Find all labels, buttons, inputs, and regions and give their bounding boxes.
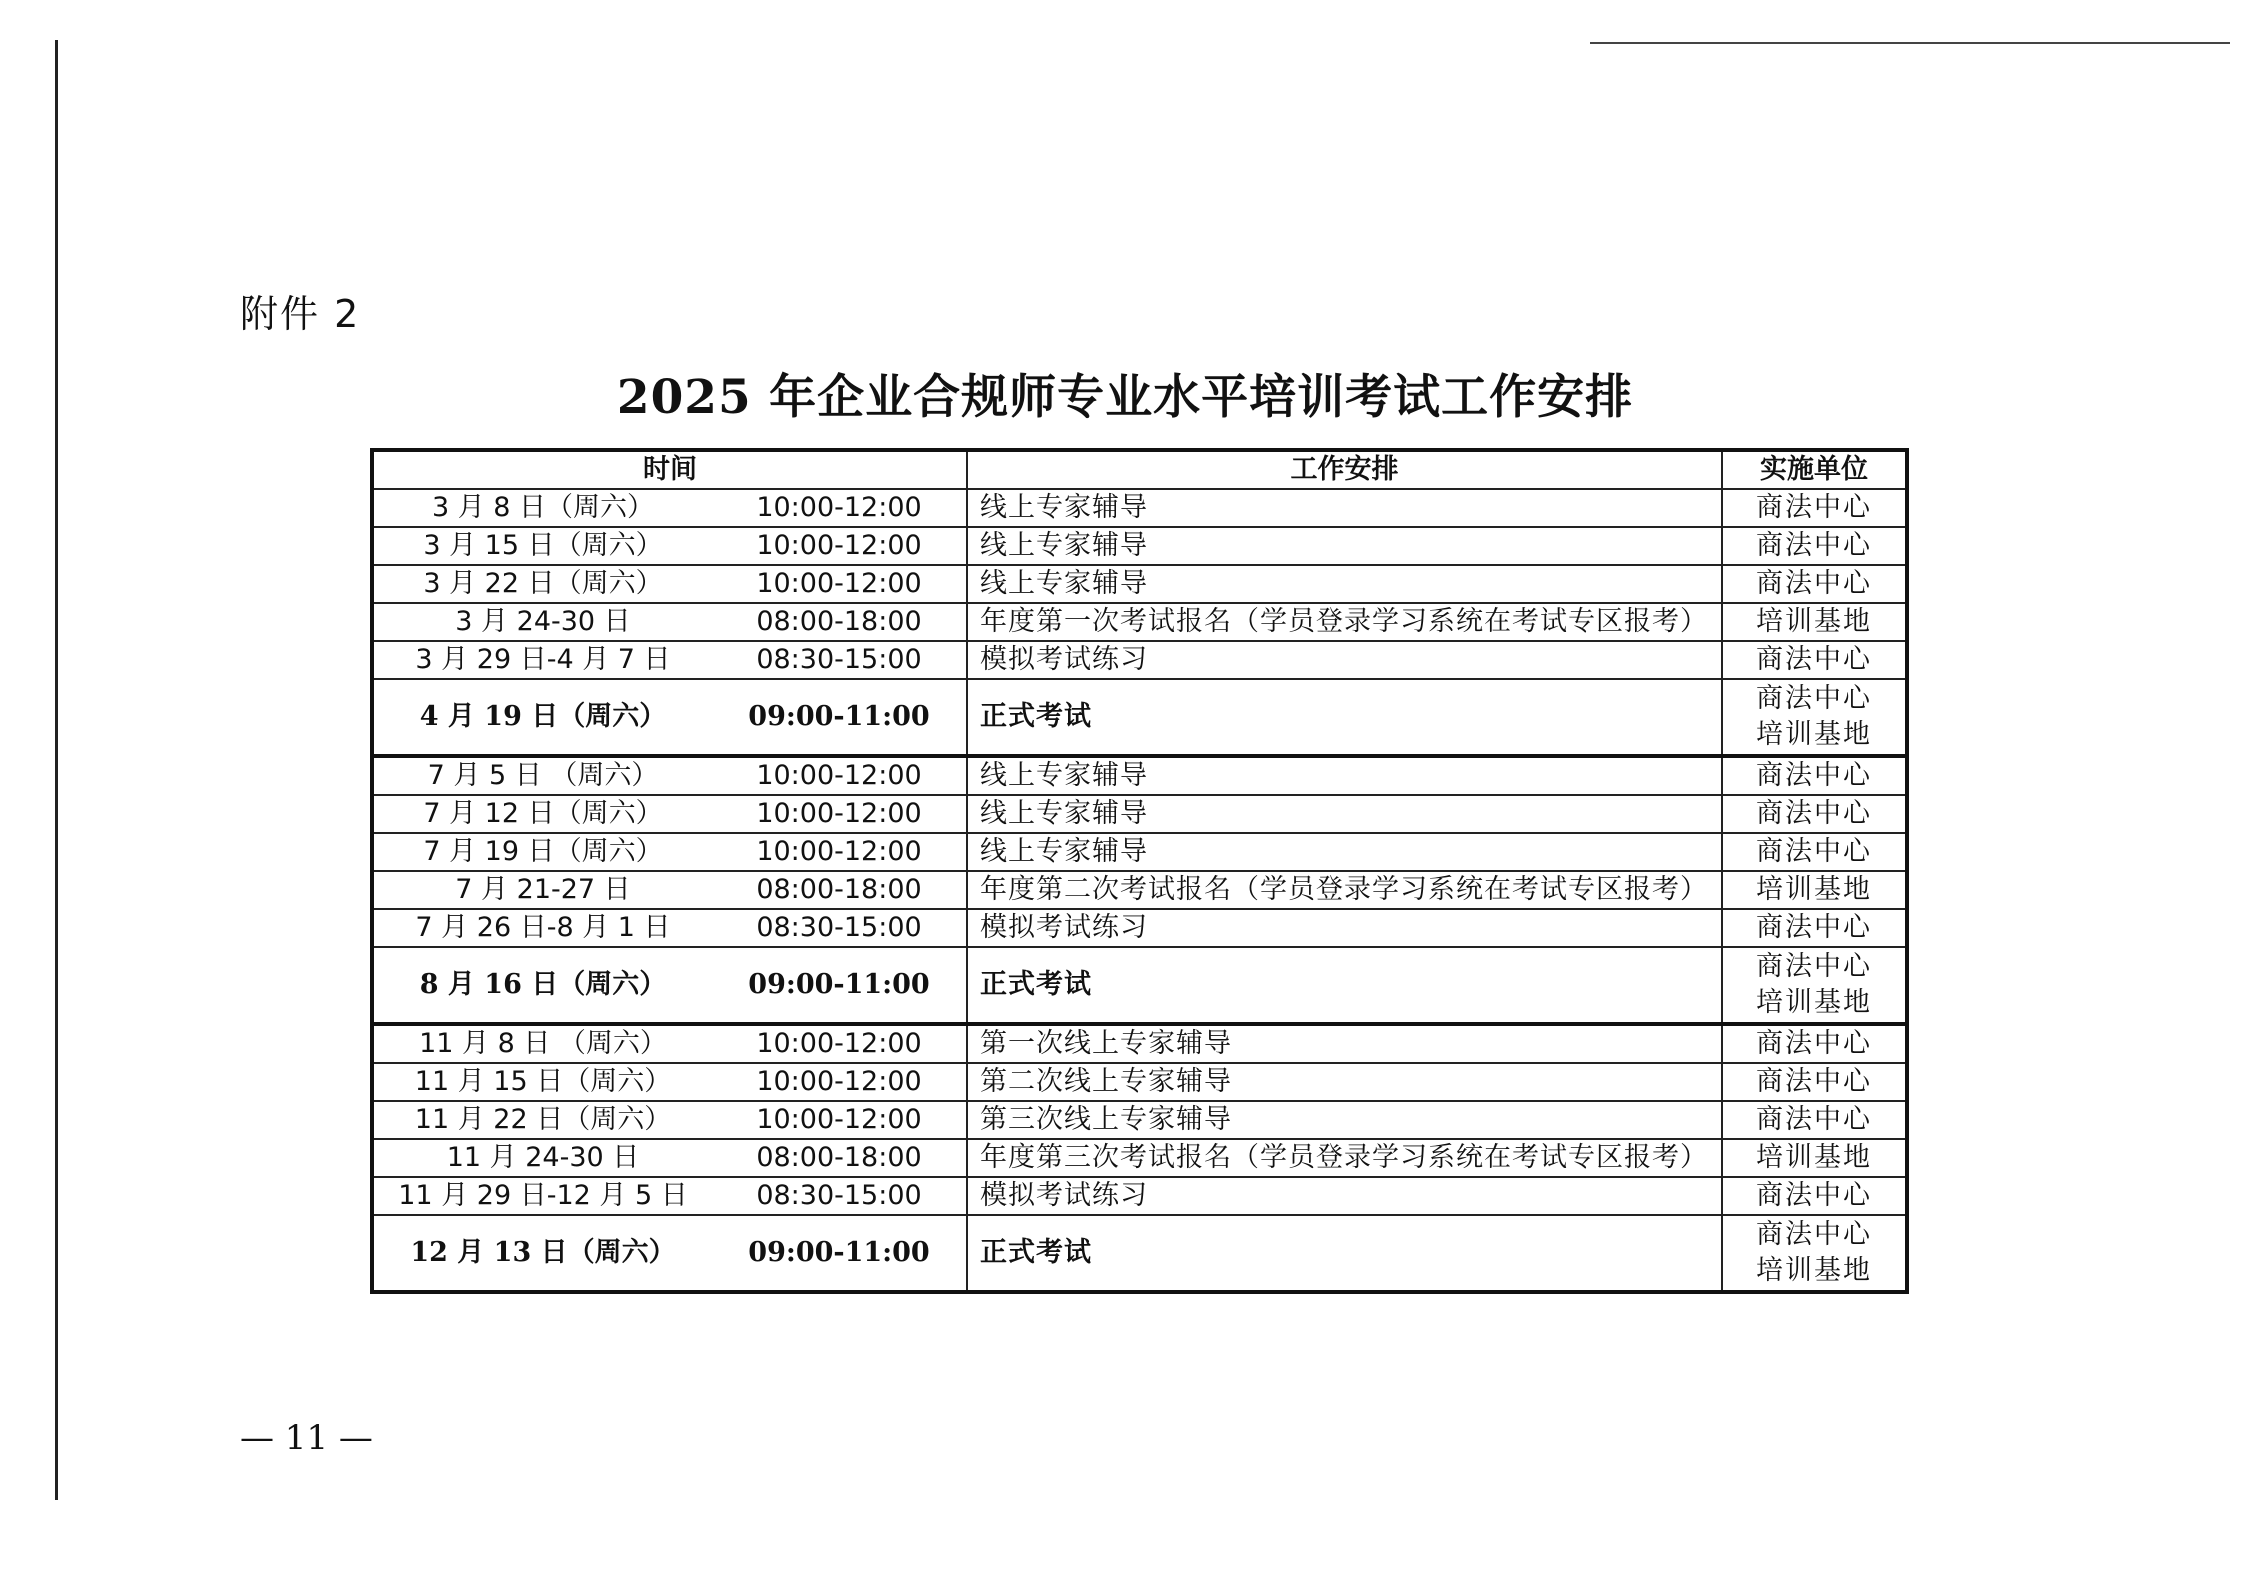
attachment-label: 附件 2	[240, 292, 361, 336]
row-task: 年度第三次考试报名（学员登录学习系统在考试专区报考）	[967, 1139, 1722, 1177]
row-time: 09:00-11:00	[712, 1215, 967, 1292]
row-unit	[1722, 1177, 1907, 1215]
unit-name: 商法中心	[1756, 798, 1872, 829]
row-unit	[1722, 909, 1907, 947]
table-row	[372, 1063, 1907, 1101]
row-date: 7 月 5 日 （周六）	[372, 756, 712, 795]
row-unit	[1722, 1215, 1907, 1292]
header-unit: 实施单位	[1722, 450, 1907, 489]
unit-name: 商法中心	[1756, 1104, 1872, 1135]
row-task: 年度第二次考试报名（学员登录学习系统在考试专区报考）	[967, 871, 1722, 909]
header-time: 时间	[372, 450, 967, 489]
unit-name: 商法中心	[1756, 912, 1872, 943]
row-date: 11 月 15 日（周六）	[372, 1063, 712, 1101]
row-date: 7 月 21-27 日	[372, 871, 712, 909]
row-time: 10:00-12:00	[712, 1024, 967, 1063]
row-date: 8 月 16 日（周六）	[372, 947, 712, 1024]
row-unit	[1722, 1139, 1907, 1177]
row-time: 08:30-15:00	[712, 1177, 967, 1215]
row-date: 3 月 24-30 日	[372, 603, 712, 641]
row-date: 7 月 26 日-8 月 1 日	[372, 909, 712, 947]
row-unit	[1722, 1024, 1907, 1063]
unit-name: 培训基地	[1756, 719, 1872, 750]
schedule-body	[372, 489, 1907, 1292]
row-time: 08:00-18:00	[712, 603, 967, 641]
row-time: 09:00-11:00	[712, 947, 967, 1024]
row-unit	[1722, 871, 1907, 909]
table-row	[372, 1101, 1907, 1139]
row-time: 10:00-12:00	[712, 833, 967, 871]
row-time: 08:30-15:00	[712, 641, 967, 679]
row-date: 4 月 19 日（周六）	[372, 679, 712, 756]
unit-name: 商法中心	[1756, 1028, 1872, 1059]
unit-name: 商法中心	[1756, 836, 1872, 867]
table-row	[372, 603, 1907, 641]
row-task: 正式考试	[967, 947, 1722, 1024]
row-time: 08:00-18:00	[712, 1139, 967, 1177]
table-row	[372, 565, 1907, 603]
row-unit	[1722, 565, 1907, 603]
table-row	[372, 871, 1907, 909]
row-time: 10:00-12:00	[712, 527, 967, 565]
row-task: 线上专家辅导	[967, 489, 1722, 527]
row-task: 线上专家辅导	[967, 527, 1722, 565]
row-task: 线上专家辅导	[967, 795, 1722, 833]
row-date: 7 月 12 日（周六）	[372, 795, 712, 833]
row-task: 模拟考试练习	[967, 1177, 1722, 1215]
row-task: 模拟考试练习	[967, 641, 1722, 679]
row-time: 10:00-12:00	[712, 565, 967, 603]
unit-name: 培训基地	[1756, 1255, 1872, 1286]
table-row	[372, 1177, 1907, 1215]
unit-name: 商法中心	[1756, 760, 1872, 791]
row-task: 正式考试	[967, 1215, 1722, 1292]
unit-name: 培训基地	[1756, 1142, 1872, 1173]
table-row-exam	[372, 1215, 1907, 1292]
page-number: — 11 —	[240, 1418, 373, 1458]
row-date: 3 月 29 日-4 月 7 日	[372, 641, 712, 679]
row-time: 10:00-12:00	[712, 1101, 967, 1139]
row-date: 3 月 8 日（周六）	[372, 489, 712, 527]
row-date: 3 月 15 日（周六）	[372, 527, 712, 565]
row-date: 7 月 19 日（周六）	[372, 833, 712, 871]
row-task: 正式考试	[967, 679, 1722, 756]
row-unit	[1722, 1101, 1907, 1139]
header-rule	[1590, 42, 2230, 44]
table-row	[372, 909, 1907, 947]
document-title: 2025 年企业合规师专业水平培训考试工作安排	[616, 370, 1634, 425]
unit-name: 培训基地	[1756, 987, 1872, 1018]
row-task: 线上专家辅导	[967, 756, 1722, 795]
row-task: 年度第一次考试报名（学员登录学习系统在考试专区报考）	[967, 603, 1722, 641]
table-row-exam	[372, 947, 1907, 1024]
row-task: 线上专家辅导	[967, 565, 1722, 603]
row-unit	[1722, 641, 1907, 679]
unit-name: 培训基地	[1756, 874, 1872, 905]
row-time: 10:00-12:00	[712, 756, 967, 795]
unit-name: 培训基地	[1756, 606, 1872, 637]
row-date: 3 月 22 日（周六）	[372, 565, 712, 603]
header-task: 工作安排	[967, 450, 1722, 489]
unit-name: 商法中心	[1756, 1066, 1872, 1097]
table-header-row	[372, 450, 1907, 489]
table-row	[372, 833, 1907, 871]
table-row	[372, 1024, 1907, 1063]
row-date: 11 月 8 日 （周六）	[372, 1024, 712, 1063]
row-task: 第一次线上专家辅导	[967, 1024, 1722, 1063]
row-time: 08:30-15:00	[712, 909, 967, 947]
row-unit	[1722, 795, 1907, 833]
unit-name: 商法中心	[1756, 1219, 1872, 1250]
table-row-exam	[372, 679, 1907, 756]
table-row	[372, 756, 1907, 795]
row-time: 10:00-12:00	[712, 489, 967, 527]
row-unit	[1722, 833, 1907, 871]
schedule-table	[370, 448, 1909, 1294]
unit-name: 商法中心	[1756, 951, 1872, 982]
row-unit	[1722, 947, 1907, 1024]
table-row	[372, 527, 1907, 565]
unit-name: 商法中心	[1756, 568, 1872, 599]
row-unit	[1722, 527, 1907, 565]
table-row	[372, 795, 1907, 833]
row-time: 09:00-11:00	[712, 679, 967, 756]
table-row	[372, 489, 1907, 527]
row-date: 11 月 24-30 日	[372, 1139, 712, 1177]
row-task: 模拟考试练习	[967, 909, 1722, 947]
unit-name: 商法中心	[1756, 530, 1872, 561]
row-unit	[1722, 489, 1907, 527]
row-task: 第三次线上专家辅导	[967, 1101, 1722, 1139]
row-time: 08:00-18:00	[712, 871, 967, 909]
table-row	[372, 641, 1907, 679]
table-row	[372, 1139, 1907, 1177]
row-date: 11 月 29 日-12 月 5 日	[372, 1177, 712, 1215]
unit-name: 商法中心	[1756, 683, 1872, 714]
row-time: 10:00-12:00	[712, 1063, 967, 1101]
row-unit	[1722, 679, 1907, 756]
unit-name: 商法中心	[1756, 1180, 1872, 1211]
row-date: 11 月 22 日（周六）	[372, 1101, 712, 1139]
unit-name: 商法中心	[1756, 492, 1872, 523]
unit-name: 商法中心	[1756, 644, 1872, 675]
scan-edge-line	[55, 40, 58, 1500]
row-task: 线上专家辅导	[967, 833, 1722, 871]
row-time: 10:00-12:00	[712, 795, 967, 833]
row-unit	[1722, 756, 1907, 795]
row-date: 12 月 13 日（周六）	[372, 1215, 712, 1292]
row-unit	[1722, 603, 1907, 641]
row-unit	[1722, 1063, 1907, 1101]
row-task: 第二次线上专家辅导	[967, 1063, 1722, 1101]
